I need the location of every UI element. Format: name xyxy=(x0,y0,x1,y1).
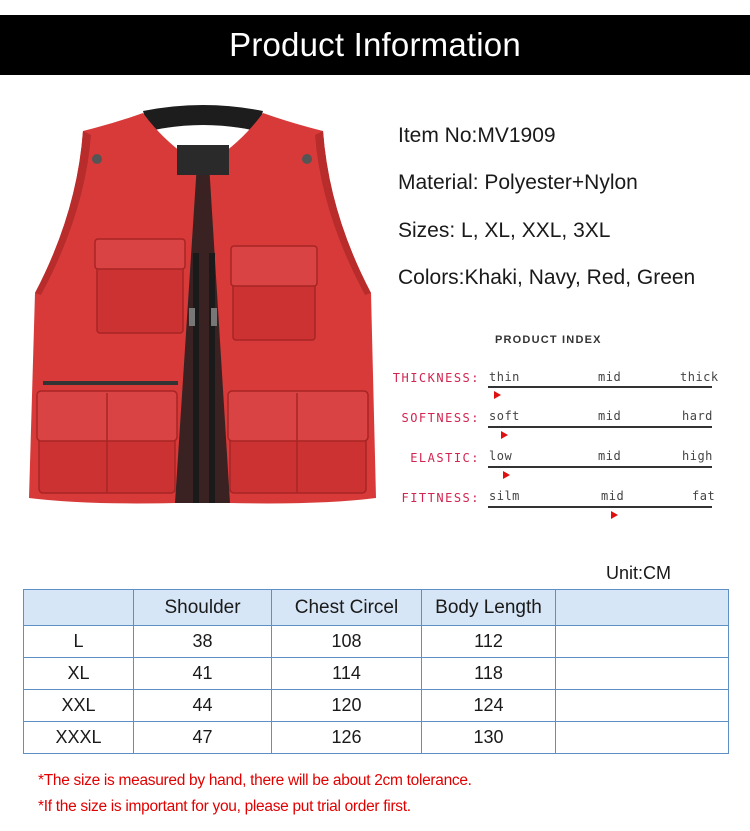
index-low-softness: soft xyxy=(489,409,520,423)
index-label-thickness: THICKNESS: xyxy=(392,371,480,385)
empty-cell xyxy=(556,722,729,754)
shoulder-cell: 44 xyxy=(134,690,272,722)
column-header xyxy=(24,590,134,626)
shoulder-cell: 47 xyxy=(134,722,272,754)
index-marker-elastic xyxy=(503,471,510,479)
index-marker-softness xyxy=(501,431,508,439)
chest-cell: 108 xyxy=(272,626,422,658)
shoulder-cell: 41 xyxy=(134,658,272,690)
index-mid-fittness: mid xyxy=(601,489,625,503)
column-header-shoulder: Shoulder xyxy=(134,590,272,626)
index-low-fittness: silm xyxy=(489,489,520,503)
index-high-softness: hard xyxy=(682,409,713,423)
column-header-body-length: Body Length xyxy=(422,590,556,626)
index-high-fittness: fat xyxy=(692,489,716,503)
index-marker-fittness xyxy=(611,511,618,519)
index-label-softness: SOFTNESS: xyxy=(401,411,480,425)
index-scale-softness xyxy=(488,426,712,428)
body-length-cell: 112 xyxy=(422,626,556,658)
index-high-elastic: high xyxy=(682,449,713,463)
shoulder-cell: 38 xyxy=(134,626,272,658)
chest-cell: 114 xyxy=(272,658,422,690)
spec-item-no: Item No:MV1909 xyxy=(398,124,556,147)
index-mid-softness: mid xyxy=(598,409,622,423)
table-header-row xyxy=(24,590,729,626)
index-mid-thickness: mid xyxy=(598,370,622,384)
note-tolerance: *The size is measured by hand, there will be about 2cm tolerance. xyxy=(38,772,472,789)
empty-cell xyxy=(556,658,729,690)
spec-material: Material: Polyester+Nylon xyxy=(398,171,638,194)
spec-sizes: Sizes: L, XL, XXL, 3XL xyxy=(398,219,611,242)
index-label-fittness: FITTNESS: xyxy=(401,491,480,505)
spec-colors: Colors:Khaki, Navy, Red, Green xyxy=(398,266,696,289)
body-length-cell: 130 xyxy=(422,722,556,754)
size-cell: XXL xyxy=(24,690,134,722)
body-length-cell: 118 xyxy=(422,658,556,690)
index-low-thickness: thin xyxy=(489,370,520,384)
header-title: Product Information xyxy=(0,15,750,75)
index-scale-thickness xyxy=(488,386,712,388)
table-row xyxy=(24,690,729,722)
table-row xyxy=(24,626,729,658)
index-marker-thickness xyxy=(494,391,501,399)
table-row xyxy=(24,658,729,690)
index-low-elastic: low xyxy=(489,449,513,463)
column-header xyxy=(556,590,729,626)
size-cell: XL xyxy=(24,658,134,690)
table-row xyxy=(24,722,729,754)
index-mid-elastic: mid xyxy=(598,449,622,463)
empty-cell xyxy=(556,690,729,722)
chest-cell: 120 xyxy=(272,690,422,722)
size-cell: XXXL xyxy=(24,722,134,754)
size-cell: L xyxy=(24,626,134,658)
index-scale-elastic xyxy=(488,466,712,468)
chest-cell: 126 xyxy=(272,722,422,754)
note-trial-order: *If the size is important for you, please put trial order first. xyxy=(38,798,411,815)
index-scale-fittness xyxy=(488,506,712,508)
product-image xyxy=(25,103,380,508)
size-chart-table xyxy=(23,589,729,754)
index-high-thickness: thick xyxy=(680,370,719,384)
empty-cell xyxy=(556,626,729,658)
product-index-title: PRODUCT INDEX xyxy=(495,334,602,346)
body-length-cell: 124 xyxy=(422,690,556,722)
index-label-elastic: ELASTIC: xyxy=(410,451,480,465)
column-header-chest: Chest Circel xyxy=(272,590,422,626)
unit-label: Unit:CM xyxy=(606,563,672,583)
